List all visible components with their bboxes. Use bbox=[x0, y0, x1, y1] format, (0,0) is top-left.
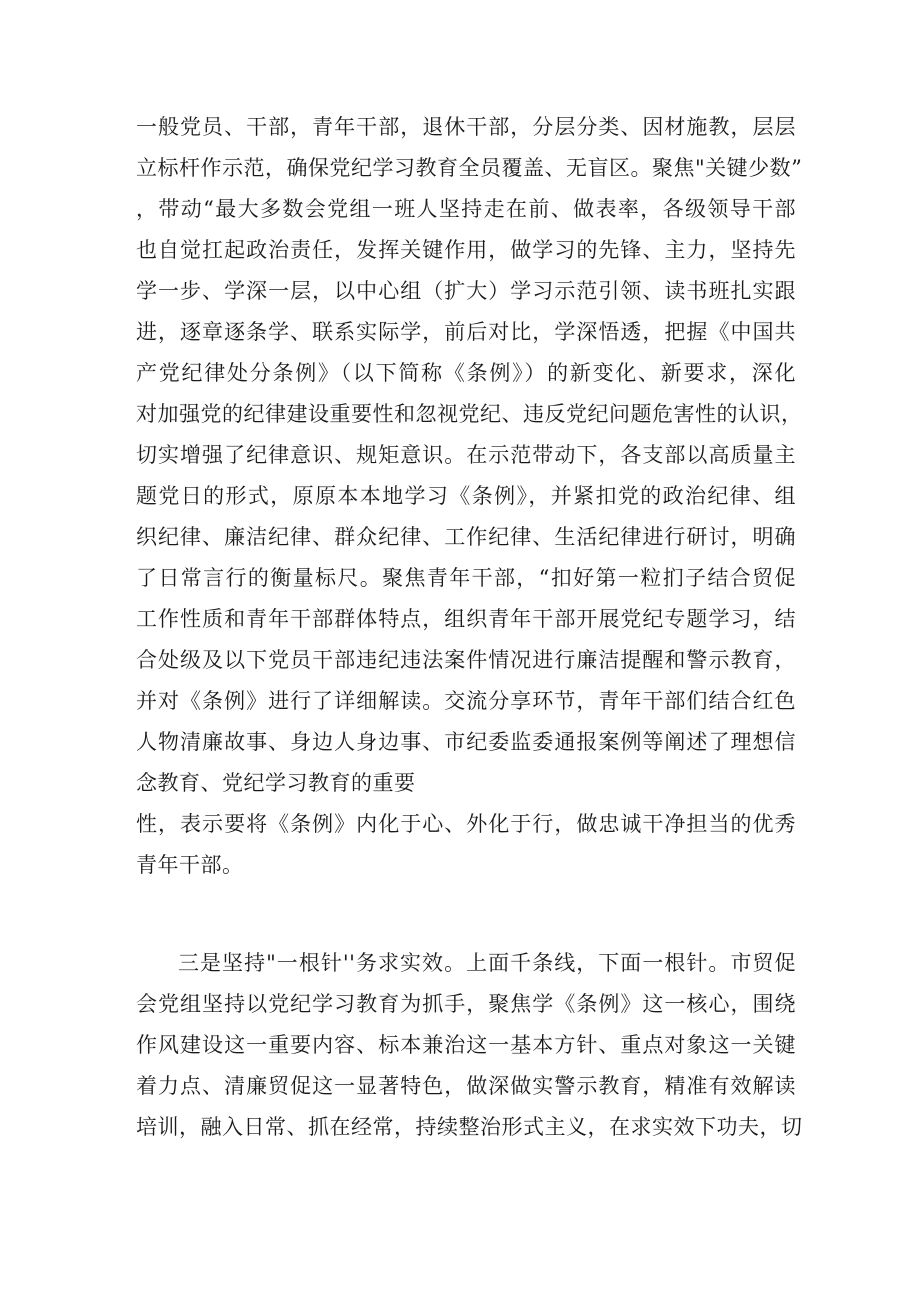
text-line: ，带动“最大多数会党组一班人坚持走在前、做表率，各级领导干部 bbox=[136, 197, 796, 221]
text-line: 着力点、清廉贸促这一显著特色，做深做实警示教育，精准有效解读 bbox=[136, 1074, 796, 1098]
text-line: 织纪律、廉洁纪律、群众纪律、工作纪律、生活纪律进行研讨，明确 bbox=[136, 525, 796, 549]
text-line: 工作性质和青年干部群体特点，组织青年干部开展党纪专题学习，结 bbox=[136, 607, 796, 631]
text-line: 了日常言行的衡量标尺。聚焦青年干部，“扣好第一粒扪子结合贸促 bbox=[136, 566, 796, 590]
text-line: 念教育、党纪学习教育的重要 bbox=[136, 771, 416, 795]
text-line: 作风建设这一重要内容、标本兼治这一基本方针、重点对象这一关键 bbox=[136, 1033, 796, 1057]
text-line: 一般党员、干部，青年干部，退休干部，分层分类、因材施教，层层 bbox=[136, 115, 796, 139]
text-line: 会党组坚持以党纪学习教育为抓手，聚焦学《条例》这一核心，围绕 bbox=[136, 992, 796, 1016]
text-line: 并对《条例》进行了详细解读。交流分享环节，青年干部们结合红色 bbox=[136, 689, 796, 713]
text-line: 题党日的形式，原原本本地学习《条例》，并紧扣党的政治纪律、组 bbox=[136, 484, 796, 508]
text-line: 合处级及以下党员干部违纪违法案件情况进行廉洁提醒和警示教育， bbox=[136, 648, 796, 672]
text-line: 切实增强了纪律意识、规矩意识。在示范带动下，各支部以高质量主 bbox=[136, 443, 796, 467]
text-line: 对加强党的纪律建设重要性和忽视党纪、违反党纪问题危害性的认识， bbox=[136, 402, 803, 426]
paragraph-2 bbox=[136, 943, 803, 1148]
text-line: 青年干部。 bbox=[136, 853, 244, 877]
text-line: 培训，融入日常、抓在经常，持续整治形式主义，在求实效下功夫，切 bbox=[136, 1115, 803, 1139]
text-line: 学一步、学深一层，以中心组（扩大）学习示范引领、读书班扎实跟 bbox=[136, 279, 796, 303]
text-line: 也自觉扛起政治责任，发挥关键作用，做学习的先锋、主力，坚持先 bbox=[136, 238, 796, 262]
paragraph-1 bbox=[136, 107, 803, 886]
text-line: 人物清廉故事、身边人身边事、市纪委监委通报案例等阐述了理想信 bbox=[136, 730, 796, 754]
text-line: 产党纪律处分条例》（以下简称《条例》）的新变化、新要求，深化 bbox=[136, 361, 796, 385]
text-line: 立标杆作示范，确保党纪学习教育全员覆盖、无盲区。聚焦"关键少数” bbox=[136, 156, 803, 180]
text-line: 三是坚持"一根针''务求实效。上面千条线，下面一根针。市贸促 bbox=[178, 951, 796, 975]
text-line: 进，逐章逐条学、联系实际学，前后对比，学深悟透，把握《中国共 bbox=[136, 320, 796, 344]
text-line: 性，表示要将《条例》内化于心、外化于行，做忠诚干净担当的优秀 bbox=[136, 812, 796, 836]
